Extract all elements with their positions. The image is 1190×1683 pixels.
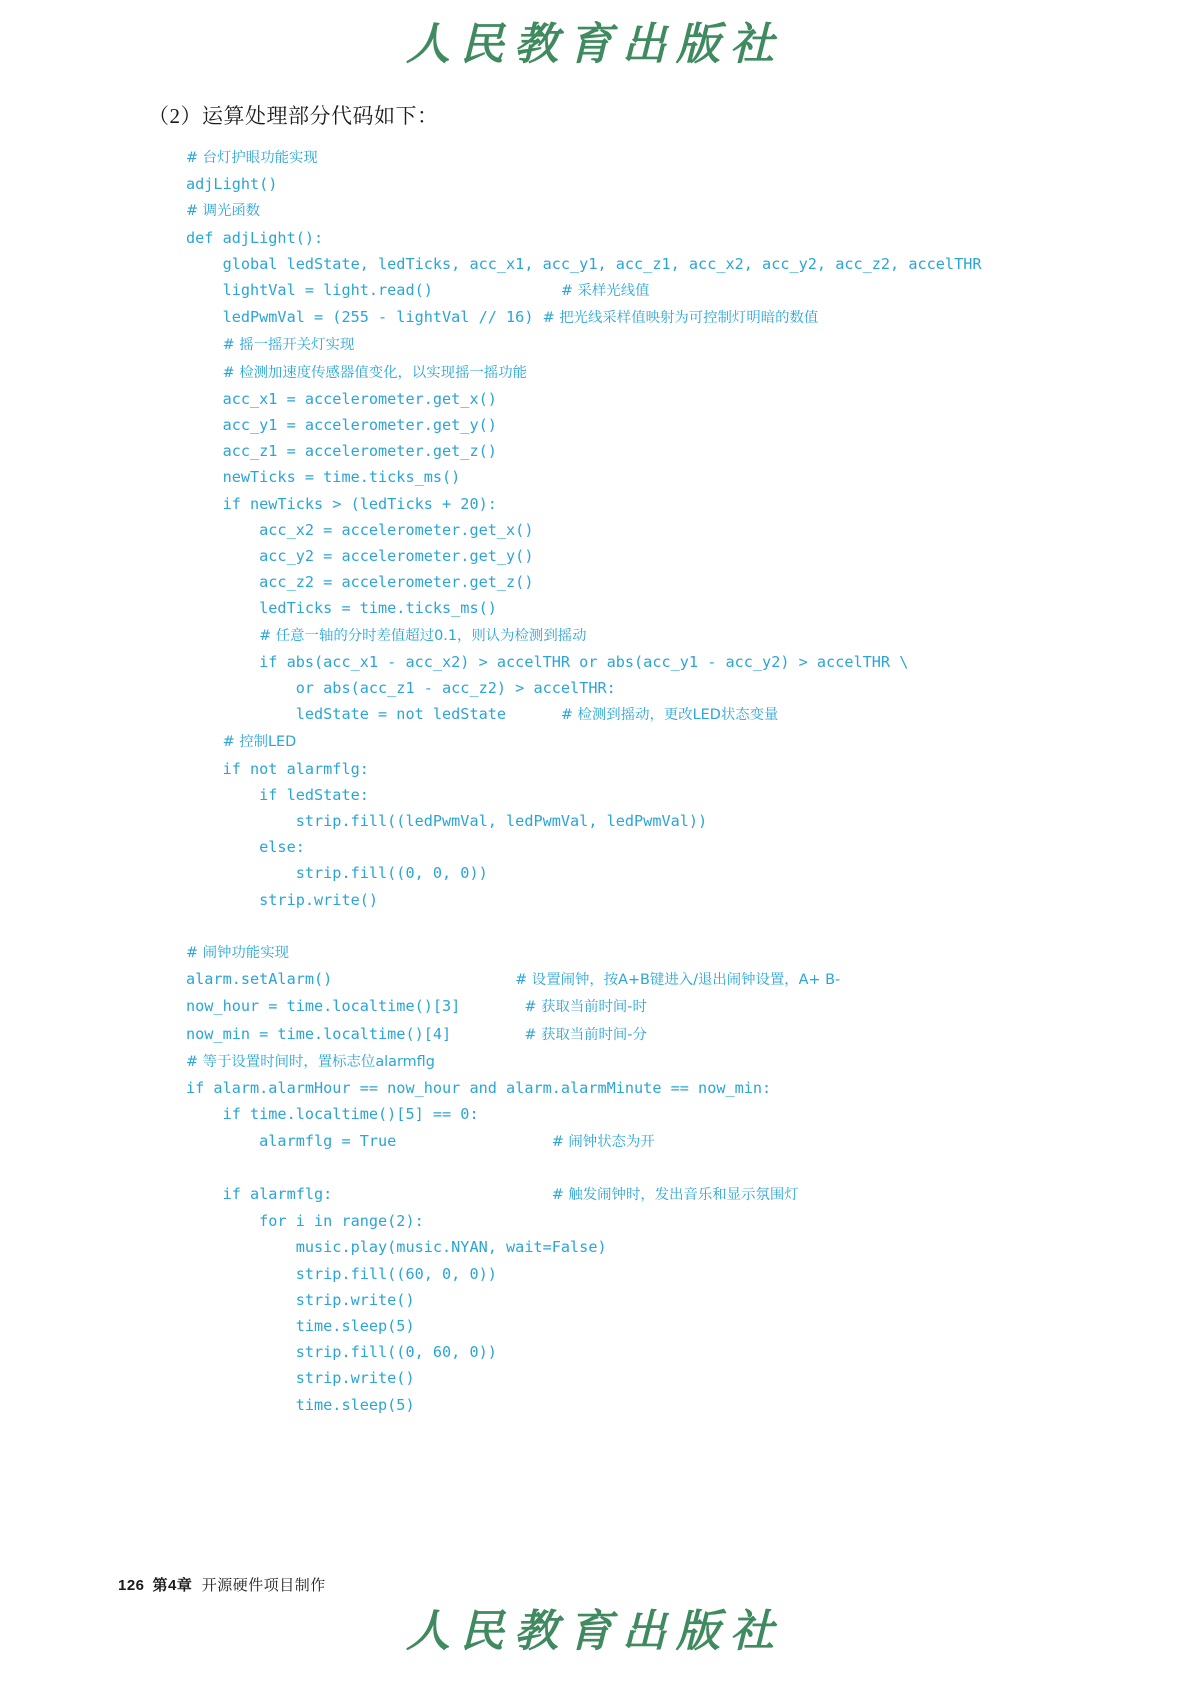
code-line: ledState = not ledState # 检测到摇动，更改LED状态变量: [186, 705, 779, 724]
code-line: strip.fill((ledPwmVal, ledPwmVal, ledPwmVal)): [186, 812, 708, 831]
code-line: else:: [186, 838, 305, 857]
code-line: lightVal = light.read() # 采样光线值: [186, 281, 650, 300]
code-block: [186, 144, 1048, 1418]
page-content: [148, 100, 1048, 1418]
code-line: if alarmflg: # 触发闹钟时，发出音乐和显示氛围灯: [186, 1184, 799, 1203]
code-line: # 调光函数: [186, 203, 261, 220]
code-line: strip.write(): [186, 1369, 415, 1388]
code-line: if ledState:: [186, 785, 369, 804]
code-line: if abs(acc_x1 - acc_x2) > accelTHR or abs(acc_y1 - acc_y2) > accelTHR \: [186, 652, 909, 671]
code-line: strip.fill((60, 0, 0)): [186, 1264, 497, 1283]
code-line: alarm.setAlarm() # 设置闹钟，按A+B键进入/退出闹钟设置，A+ B-: [186, 970, 841, 989]
code-line: now_min = time.localtime()[4] # 获取当前时间-分: [186, 1024, 647, 1043]
code-line: strip.write(): [186, 1290, 415, 1309]
code-line: # 控制LED: [222, 734, 297, 751]
code-line: [186, 1155, 1048, 1181]
code-line: acc_x2 = accelerometer.get_x(): [186, 520, 534, 539]
code-line: # 台灯护眼功能实现: [186, 150, 318, 166]
footer-chapter: 第4章: [152, 1577, 193, 1594]
code-line: adjLight(): [186, 175, 278, 194]
page-footer: [118, 1574, 326, 1595]
code-line: [186, 913, 1048, 939]
code-line: or abs(acc_z1 - acc_z2) > accelTHR:: [186, 679, 616, 698]
publisher-watermark-top: 人民教育出版社: [406, 20, 784, 69]
publisher-watermark-bottom: 人民教育出版社: [406, 1607, 784, 1656]
code-line: alarmflg = True # 闹钟状态为开: [186, 1131, 655, 1150]
footer-page-number: 126: [118, 1577, 145, 1594]
code-line: # 摇一摇开关灯实现: [222, 337, 355, 354]
code-line: acc_y2 = accelerometer.get_y(): [186, 547, 534, 566]
code-line: ledTicks = time.ticks_ms(): [186, 599, 497, 618]
code-line: now_hour = time.localtime()[3] # 获取当前时间-时: [186, 997, 647, 1016]
code-line: if alarm.alarmHour == now_hour and alarm.alarmMinute == now_min:: [186, 1079, 772, 1098]
code-line: time.sleep(5): [186, 1316, 415, 1335]
code-line: acc_z1 = accelerometer.get_z(): [186, 442, 497, 461]
code-line: # 检测加速度传感器值变化，以实现摇一摇功能: [222, 364, 528, 381]
code-line: newTicks = time.ticks_ms(): [186, 468, 461, 487]
code-line: acc_z2 = accelerometer.get_z(): [186, 573, 534, 592]
section-heading: （2）运算处理部分代码如下：: [148, 104, 439, 128]
code-line: # 等于设置时间时，置标志位alarmflg: [186, 1053, 435, 1070]
code-line: music.play(music.NYAN, wait=False): [186, 1238, 607, 1257]
code-line: acc_x1 = accelerometer.get_x(): [186, 389, 497, 408]
code-line: strip.fill((0, 60, 0)): [186, 1343, 497, 1362]
code-line: if not alarmflg:: [186, 759, 369, 778]
code-line: time.sleep(5): [186, 1395, 415, 1414]
code-line: global ledState, ledTicks, acc_x1, acc_y1, acc_z1, acc_x2, acc_y2, acc_z2, accelTHR: [186, 254, 982, 273]
code-line: for i in range(2):: [186, 1212, 424, 1231]
code-line: acc_y1 = accelerometer.get_y(): [186, 416, 497, 435]
footer-section: 开源硬件项目制作: [201, 1577, 326, 1594]
code-line: ledPwmVal = (255 - lightVal // 16) # 把光线采样值映射为可控制灯明暗的数值: [186, 308, 819, 327]
code-line: # 任意一轴的分时差值超过0.1，则认为检测到摇动: [259, 627, 587, 644]
code-line: def adjLight():: [186, 228, 324, 247]
code-line: if newTicks > (ledTicks + 20):: [186, 494, 497, 513]
code-line: # 闹钟功能实现: [186, 945, 289, 962]
code-line: strip.fill((0, 0, 0)): [186, 864, 488, 883]
code-line: if time.localtime()[5] == 0:: [186, 1105, 479, 1124]
code-line: strip.write(): [186, 890, 379, 909]
